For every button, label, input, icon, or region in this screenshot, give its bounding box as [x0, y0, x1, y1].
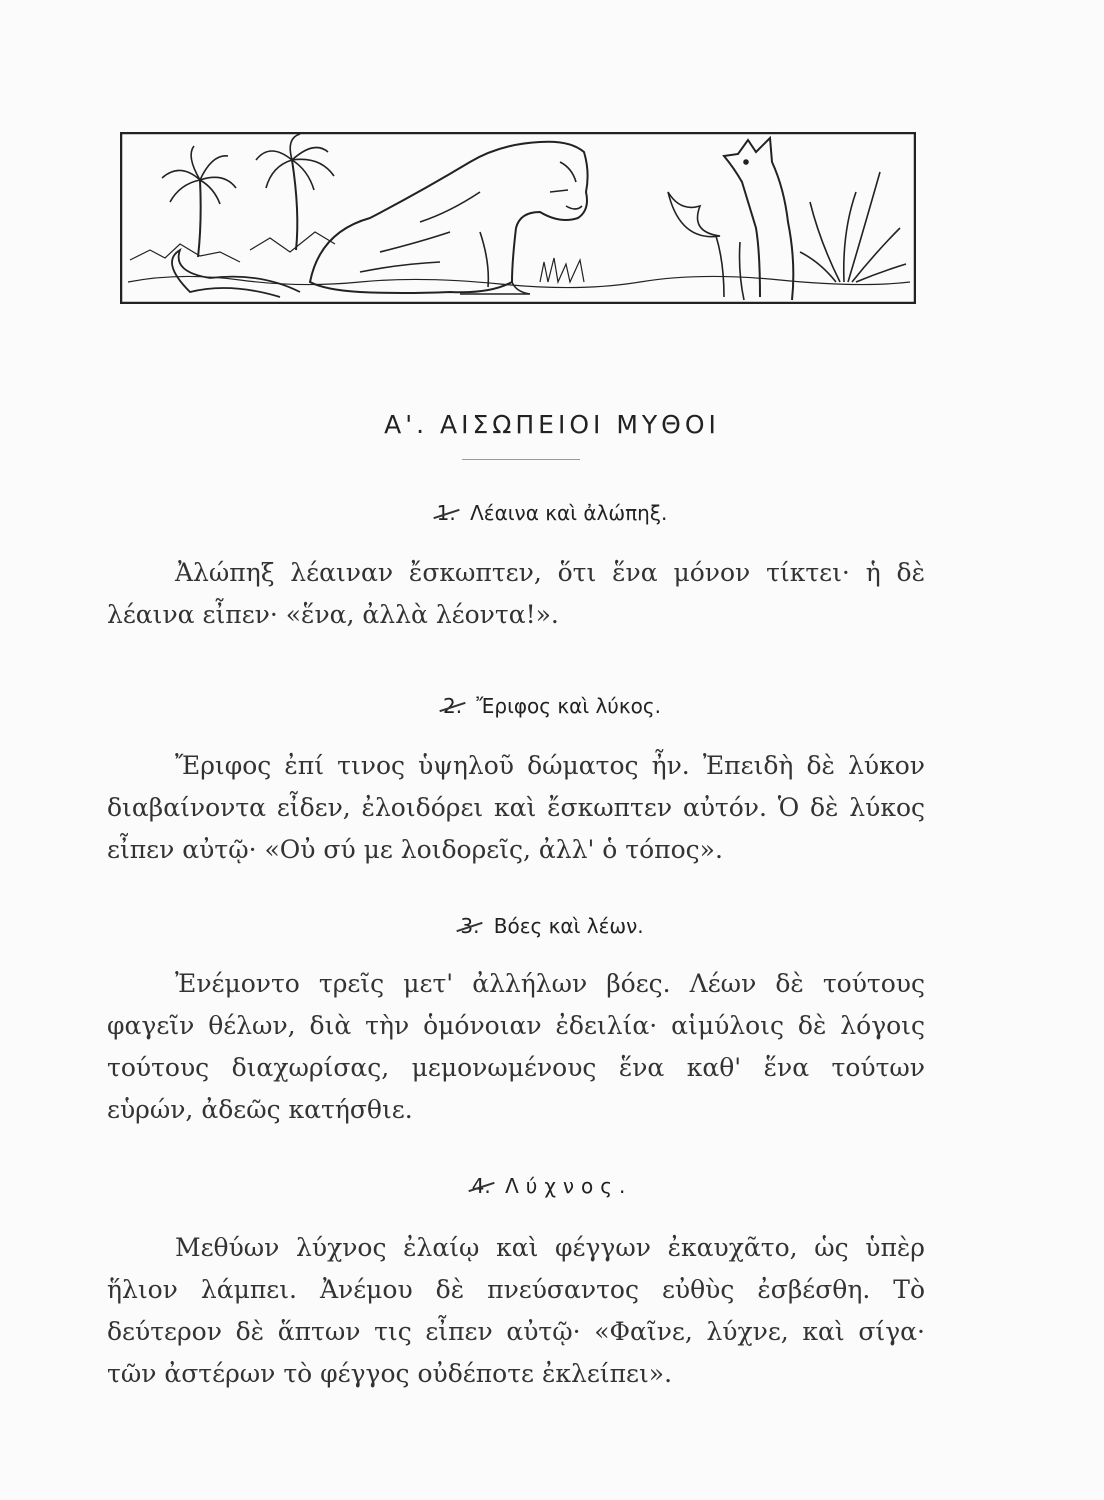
palm-tree-icon [256, 134, 334, 250]
fable-heading [0, 1174, 1104, 1198]
title-divider [462, 459, 580, 460]
fable-title: Λύχνος. [505, 1174, 633, 1198]
fable-text: Μεθύων λύχνος ἐλαίῳ καὶ φέγγων ἐκαυχᾶτο, ὡς ὑπὲρ ἥλιον λάμπει. Ἀνέμου δὲ πνεύσαντος εὐθὺς ἐσβέσθη. Τὸ δεύτερον δὲ ἅπτων τις εἶπεν αὐτῷ· «Φαῖνε, λύχνε, καὶ σίγα· τῶν ἀστέρων τὸ φέγγος οὐδέποτε ἐκλείπει». [107, 1233, 925, 1388]
fable-text: Ἐνέμοντο τρεῖς μετ' ἀλλήλων βόες. Λέων δὲ τούτους φαγεῖν θέλων, διὰ τὴν ὁμόνοιαν ἐδειλία· αἱμύλοις δὲ λόγοις τούτους διαχωρίσας, μεμονωμένους ἕνα καθ' ἕνα τούτων εὑρών, ἀδεῶς κατήσθιε. [107, 969, 925, 1124]
chapter-title: Α'. ΑΙΣΩΠΕΙΟΙ ΜΥΘΟΙ [384, 410, 720, 439]
fable-title: Λέαινα καὶ ἀλώπηξ. [470, 501, 668, 525]
fox-figure [668, 138, 793, 300]
fable-heading [0, 694, 1104, 718]
agave-plant-icon [800, 172, 906, 282]
palm-tree-icon [162, 146, 236, 257]
fable-heading [0, 501, 1104, 525]
fable-number: 4. [472, 1174, 491, 1198]
fable-number: 1. [437, 501, 456, 525]
fable-text: Ἀλώπηξ λέαιναν ἔσκωπτεν, ὅτι ἕνα μόνον τίκτει· ἡ δὲ λέαινα εἶπεν· «ἕνα, ἀλλὰ λέοντα!». [107, 558, 925, 629]
header-illustration [120, 132, 916, 304]
fable-title: Βόες καὶ λέων. [493, 914, 644, 938]
fable-number: 3. [460, 914, 479, 938]
fable-text: Ἔριφος ἐπί τινος ὑψηλοῦ δώματος ἦν. Ἐπειδὴ δὲ λύκον διαβαίνοντα εἶδεν, ἐλοιδόρει καὶ ἔσκωπτεν αὐτόν. Ὁ δὲ λύκος εἶπεν αὐτῷ· «Οὐ σύ με λοιδορεῖς, ἀλλ' ὁ τόπος». [107, 751, 925, 864]
fable-number: 2. [443, 694, 462, 718]
fable-heading [0, 914, 1104, 938]
fable-title: Ἔριφος καὶ λύκος. [476, 694, 662, 718]
